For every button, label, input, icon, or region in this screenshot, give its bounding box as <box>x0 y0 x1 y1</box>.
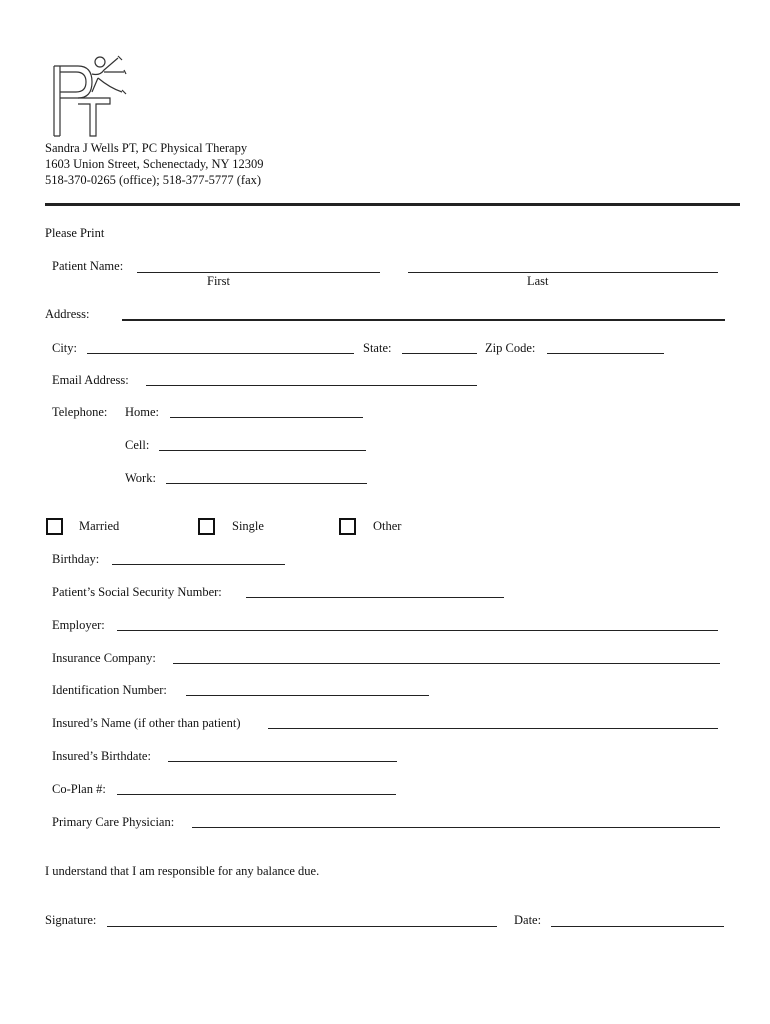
primary-care-physician-label: Primary Care Physician: <box>52 815 175 829</box>
signature-label: Signature: <box>45 913 97 927</box>
email-label: Email Address: <box>52 373 129 387</box>
single-label: Single <box>232 519 264 533</box>
other-checkbox[interactable] <box>339 518 356 535</box>
patient-name-label: Patient Name: <box>52 259 124 273</box>
city-label: City: <box>52 341 78 355</box>
employer-label: Employer: <box>52 618 105 632</box>
coplan-field[interactable] <box>117 794 396 795</box>
insured-name-label: Insured’s Name (if other than patient) <box>52 716 241 730</box>
single-checkbox[interactable] <box>198 518 215 535</box>
home-phone-field[interactable] <box>170 417 363 418</box>
clinic-name: Sandra J Wells PT, PC Physical Therapy <box>45 141 248 155</box>
address-label: Address: <box>45 307 90 321</box>
email-field[interactable] <box>146 385 477 386</box>
ssn-label: Patient’s Social Security Number: <box>52 585 222 599</box>
zip-label: Zip Code: <box>485 341 536 355</box>
last-name-caption: Last <box>527 274 549 288</box>
pt-logo-icon <box>48 52 138 138</box>
birthday-label: Birthday: <box>52 552 100 566</box>
city-field[interactable] <box>87 353 354 354</box>
telephone-label: Telephone: <box>52 405 108 419</box>
other-label: Other <box>373 519 402 533</box>
insurance-company-field[interactable] <box>173 663 720 664</box>
first-name-field[interactable] <box>137 272 380 273</box>
date-label: Date: <box>514 913 542 927</box>
last-name-field[interactable] <box>408 272 718 273</box>
please-print-instruction: Please Print <box>45 226 105 240</box>
identification-number-label: Identification Number: <box>52 683 167 697</box>
employer-field[interactable] <box>117 630 718 631</box>
first-name-caption: First <box>207 274 230 288</box>
coplan-label: Co-Plan #: <box>52 782 106 796</box>
cell-phone-label: Cell: <box>125 438 150 452</box>
insured-name-field[interactable] <box>268 728 718 729</box>
ssn-field[interactable] <box>246 597 504 598</box>
primary-care-physician-field[interactable] <box>192 827 720 828</box>
married-checkbox[interactable] <box>46 518 63 535</box>
insured-birthdate-field[interactable] <box>168 761 397 762</box>
header-divider <box>45 203 740 206</box>
work-phone-label: Work: <box>125 471 156 485</box>
clinic-phone: 518-370-0265 (office); 518-377-5777 (fax) <box>45 173 262 187</box>
home-phone-label: Home: <box>125 405 160 419</box>
work-phone-field[interactable] <box>166 483 367 484</box>
birthday-field[interactable] <box>112 564 285 565</box>
insurance-company-label: Insurance Company: <box>52 651 156 665</box>
signature-field[interactable] <box>107 926 497 927</box>
zip-field[interactable] <box>547 353 664 354</box>
identification-number-field[interactable] <box>186 695 429 696</box>
clinic-address: 1603 Union Street, Schenectady, NY 12309 <box>45 157 264 171</box>
state-label: State: <box>363 341 392 355</box>
state-field[interactable] <box>402 353 477 354</box>
balance-statement: I understand that I am responsible for any balance due. <box>45 864 320 878</box>
cell-phone-field[interactable] <box>159 450 366 451</box>
insured-birthdate-label: Insured’s Birthdate: <box>52 749 151 763</box>
address-field[interactable] <box>122 319 725 321</box>
date-field[interactable] <box>551 926 724 927</box>
married-label: Married <box>79 519 120 533</box>
